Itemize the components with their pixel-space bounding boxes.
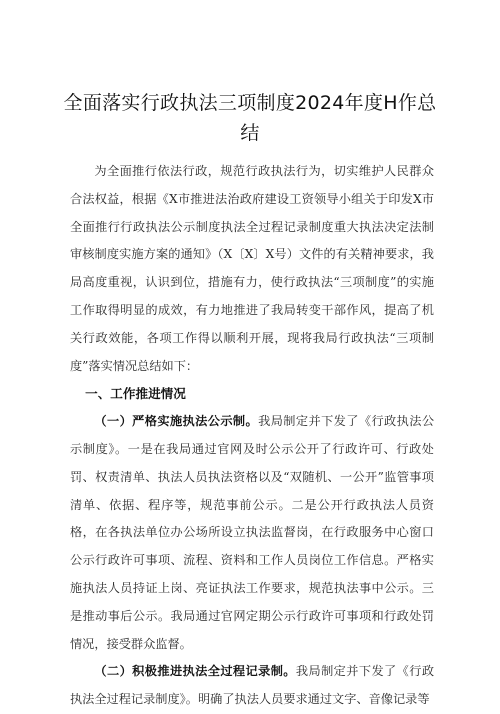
item-publicity-system-lead: （一）严格实施执法公示制。 (94, 414, 259, 429)
document-body (70, 158, 434, 714)
item-publicity-system-body: 我局制定并下发了《行政执法公示制度》。一是在我局通过官网及时公示公开了行政许可、行政处罚、权责清单、执法人员执法资格以及“双随机、一公开”监管事项清单、依据、程序等，规范事前公示。二是公开行政执法人员资格，在各执法单位办公场所设立执法监督岗，在行政服务中心窗口公示行政许可事项、流程、资料和工作人员岗位工作信息。严格实施执法人员持证上岗、亮证执法工作要求，规范执法事中公示。三是推动事后公示。我局通过官网定期公示行政许可事项和行政处罚情况，接受群众监督。 (70, 414, 435, 651)
item-full-process-record (70, 658, 434, 714)
item-publicity-system (70, 408, 434, 658)
item-full-process-record-body: 我局制定并下发了《行政执法全过程记录制度》。明确了执法人员要求通过文字、音像记录等 (70, 664, 435, 707)
section-heading-work-progress: 一、工作推进情况 (85, 386, 186, 402)
item-full-process-record-lead: （二）积极推进执法全过程记录制。 (94, 664, 296, 679)
document-title: 全面落实行政执法三项制度2024年度H作总结 (63, 92, 437, 144)
intro-paragraph: 为全面推行依法行政，规范行政执法行为，切实维护人民群众合法权益，根据《X市推进法治政府建设工资领导小组关于印发X市全面推行行政执法公示制度执法全过程记录制度重大执法决定法制审核制度实施方案的通知》（X〔X〕X号）文件的有关精神要求，我局高度重视，认识到位，措施有力，使行政执法“三项制度”的实施工作取得明显的成效，有力地推进了我局转变干部作风，提高了机关行政效能，各项工作得以顺利开展，现将我局行政执法“三项制度”落实情况总结如下： (70, 164, 434, 373)
